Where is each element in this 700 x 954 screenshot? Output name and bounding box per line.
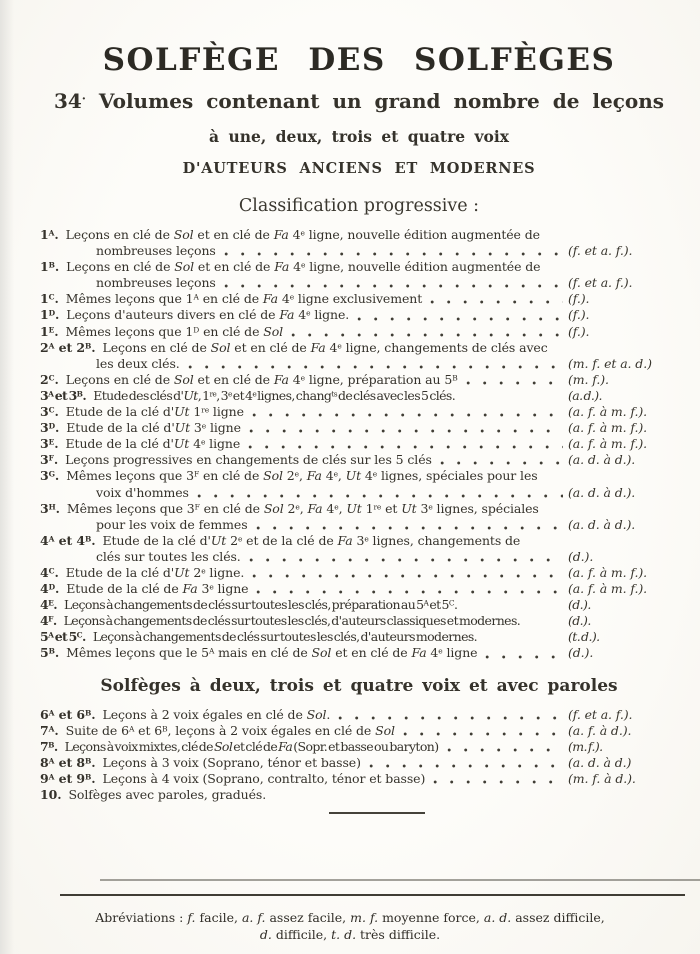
item-text: Etude de la clé de Fa 3e ligne bbox=[66, 581, 249, 597]
dot-leader bbox=[224, 245, 563, 257]
item-text: Etude de la clé d'Ut 1re ligne bbox=[65, 404, 244, 420]
item-line bbox=[40, 452, 678, 468]
list-item bbox=[40, 629, 678, 645]
dot-leader bbox=[249, 422, 563, 434]
item-line bbox=[40, 436, 678, 452]
item-line bbox=[40, 404, 678, 420]
item-text: Mêmes leçons que le $5^A$ mais en clé de Sol et en clé de Fa 4e ligne bbox=[66, 645, 478, 661]
difficulty-rating: (d.). bbox=[568, 597, 591, 613]
item-line bbox=[40, 707, 678, 723]
section2-heading: Solfèges à deux, trois et quatre voix et avec paroles bbox=[100, 675, 618, 696]
subtitle-voices: à une, deux, trois et quatre voix bbox=[209, 127, 509, 146]
item-label: $3^C$. bbox=[40, 404, 59, 420]
subtitle-volumes: 34· Volumes contenant un grand nombre de leçons bbox=[53, 89, 665, 113]
subtitle-authors: D'AUTEURS ANCIENS ET MODERNES bbox=[182, 160, 536, 177]
item-line bbox=[40, 629, 678, 645]
difficulty-rating: (a. d.). bbox=[568, 387, 602, 403]
dot-leader bbox=[440, 454, 563, 466]
difficulty-rating: (a. f. à m. f.). bbox=[568, 404, 648, 420]
item-label: $7^A$. bbox=[40, 722, 59, 738]
item-label: $5^B$. bbox=[40, 645, 60, 661]
item-text: Etude des clés d'Ut, 1re, 3e et 4e lignes, chang$^{ts}$ de clés avec les 5 clés. bbox=[93, 387, 456, 403]
list-item bbox=[40, 324, 678, 340]
item-label: $6^A$ et $6^B$. bbox=[40, 706, 96, 722]
item-line bbox=[40, 565, 678, 581]
item-label: $5^A$ et $5^C$. bbox=[40, 629, 86, 645]
item-label: $1^C$. bbox=[40, 291, 59, 307]
dot-leader bbox=[466, 374, 563, 386]
classification-list bbox=[40, 227, 678, 662]
item-line bbox=[40, 549, 678, 565]
difficulty-rating: (m. f.). bbox=[568, 371, 609, 387]
difficulty-rating: (d.). bbox=[568, 613, 591, 629]
item-line bbox=[40, 420, 678, 436]
difficulty-rating: (a. f. à d.). bbox=[568, 722, 632, 738]
difficulty-rating: (f. et a. f.). bbox=[568, 275, 633, 291]
footer-rule bbox=[60, 894, 685, 896]
item-label: $4^D$. bbox=[40, 581, 60, 597]
item-text: Leçons en clé de Sol et en clé de Fa 4e ligne, nouvelle édition augmentée de bbox=[66, 259, 541, 275]
item-line bbox=[40, 356, 678, 372]
item-line bbox=[40, 275, 678, 291]
solfeges-list bbox=[40, 707, 678, 804]
dot-leader bbox=[357, 310, 563, 322]
difficulty-rating: (a. f. à m. f.). bbox=[568, 581, 648, 597]
item-label: $1^B$. bbox=[40, 259, 60, 275]
dot-leader bbox=[188, 358, 563, 370]
item-text: Leçons d'auteurs divers en clé de Fa 4e ligne. bbox=[66, 307, 350, 323]
difficulty-rating: (m. f. et a. d.) bbox=[568, 355, 652, 371]
list-item bbox=[40, 501, 678, 533]
item-text: Suite de $6^A$ et $6^B$, leçons à 2 voix égales en clé de Sol bbox=[65, 722, 395, 738]
item-text: Leçons à 2 voix égales en clé de Sol. bbox=[102, 706, 331, 722]
list-item bbox=[40, 340, 678, 372]
item-line bbox=[40, 291, 678, 307]
item-text: Leçons progressives en changements de clés sur les 5 clés bbox=[65, 452, 432, 468]
list-item bbox=[40, 739, 678, 755]
difficulty-rating: (f. et a. f.). bbox=[568, 706, 633, 722]
item-text: Leçons à changements de clés sur toutes les clés, d'auteurs modernes. bbox=[92, 629, 478, 645]
item-label: $2^A$ et $2^B$. bbox=[40, 339, 96, 355]
difficulty-rating: (a. d. à d.) bbox=[568, 754, 632, 770]
list-item bbox=[40, 707, 678, 723]
difficulty-rating: (f. et a. f.). bbox=[568, 243, 633, 259]
item-label: $3^E$. bbox=[40, 436, 59, 452]
dot-leader bbox=[256, 583, 563, 595]
item-label: $4^A$ et $4^B$. bbox=[40, 532, 96, 548]
item-line bbox=[40, 771, 678, 787]
dot-leader bbox=[248, 438, 563, 450]
item-text: Leçons en clé de Sol et en clé de Fa 4e ligne, préparation au $5^B$ bbox=[65, 371, 458, 387]
item-text: nombreuses leçons bbox=[96, 275, 216, 291]
dot-leader bbox=[465, 599, 563, 611]
dot-leader bbox=[369, 757, 563, 769]
list-item bbox=[40, 404, 678, 420]
item-label: $3^D$. bbox=[40, 420, 60, 436]
list-item bbox=[40, 372, 678, 388]
item-line bbox=[40, 645, 678, 661]
difficulty-rating: (f.). bbox=[568, 291, 590, 307]
dot-leader bbox=[433, 773, 563, 785]
item-label: $3^G$. bbox=[40, 468, 60, 484]
difficulty-rating: (m. f.). bbox=[568, 738, 603, 754]
item-line bbox=[40, 581, 678, 597]
item-label: $7^B$. bbox=[40, 738, 58, 754]
item-label: $1^E$. bbox=[40, 323, 59, 339]
list-item bbox=[40, 581, 678, 597]
list-item bbox=[40, 755, 678, 771]
list-item bbox=[40, 307, 678, 323]
item-line bbox=[40, 787, 678, 803]
difficulty-rating: (a. d. à d.). bbox=[568, 516, 636, 532]
list-item bbox=[40, 468, 678, 500]
item-label: $8^A$ et $8^B$. bbox=[40, 754, 96, 770]
dot-leader bbox=[485, 648, 563, 660]
difficulty-rating: (a. d. à d.). bbox=[568, 452, 636, 468]
difficulty-rating: (a. d. à d.). bbox=[568, 484, 636, 500]
item-label: $3^A$ et $3^B$. bbox=[40, 387, 87, 403]
abbreviations-line2: d. difficile, t. d. très difficile. bbox=[259, 927, 441, 942]
dot-leader bbox=[485, 631, 563, 643]
dot-leader bbox=[291, 326, 563, 338]
item-label: $3^H$. bbox=[40, 500, 60, 516]
dot-leader bbox=[252, 567, 563, 579]
list-item bbox=[40, 259, 678, 291]
difficulty-rating: (m. f. à d.). bbox=[568, 770, 636, 786]
dot-leader bbox=[338, 709, 563, 721]
item-text: Mêmes leçons que $3^F$ en clé de Sol 2e, Fa 4e, Ut 4e lignes, spéciales pour les bbox=[66, 468, 538, 484]
dot-leader bbox=[447, 741, 563, 753]
item-text: Leçons à voix mixtes, clé de Sol et clé de Fa (Sopr. et basse ou baryton) bbox=[64, 738, 439, 754]
difficulty-rating: (t. d.). bbox=[568, 629, 600, 645]
list-item bbox=[40, 645, 678, 661]
item-line bbox=[40, 517, 678, 533]
dot-leader bbox=[528, 615, 563, 627]
item-text: Mêmes leçons que $3^F$ en clé de Sol 2e, Fa 4e, Ut 1re et Ut 3e lignes, spéciales bbox=[66, 500, 539, 516]
item-label: $4^C$. bbox=[40, 564, 59, 580]
item-text: clés sur toutes les clés. bbox=[96, 548, 241, 564]
item-line bbox=[40, 340, 678, 356]
item-line bbox=[40, 597, 678, 613]
item-line bbox=[40, 501, 678, 517]
list-item bbox=[40, 723, 678, 739]
item-label: $4^F$. bbox=[40, 613, 57, 629]
list-item bbox=[40, 452, 678, 468]
dot-leader bbox=[403, 725, 563, 737]
item-line bbox=[40, 755, 678, 771]
item-line bbox=[40, 243, 678, 259]
difficulty-rating: (f.). bbox=[568, 307, 590, 323]
list-item bbox=[40, 771, 678, 787]
item-text: Etude de la clé d'Ut 2e et de la clé de Fa 3e lignes, changements de bbox=[102, 532, 521, 548]
page-footer bbox=[0, 878, 700, 943]
item-text: voix d'hommes bbox=[96, 484, 189, 500]
dot-leader bbox=[252, 406, 563, 418]
item-line bbox=[40, 723, 678, 739]
list-item bbox=[40, 420, 678, 436]
item-line bbox=[40, 227, 678, 243]
list-item bbox=[40, 227, 678, 259]
item-line bbox=[40, 324, 678, 340]
item-text: Mêmes leçons que $1^D$ en clé de Sol bbox=[65, 323, 284, 339]
dot-leader bbox=[463, 390, 563, 402]
item-label: $2^C$. bbox=[40, 371, 59, 387]
item-text: Etude de la clé d'Ut 3e ligne bbox=[66, 420, 241, 436]
dot-leader bbox=[197, 487, 563, 499]
list-item bbox=[40, 436, 678, 452]
difficulty-rating: (d.). bbox=[568, 548, 594, 564]
item-line bbox=[40, 307, 678, 323]
item-text: Solfèges avec paroles, gradués. bbox=[68, 787, 267, 802]
page-title: SOLFÈGE DES SOLFÈGES bbox=[102, 42, 616, 78]
separator-rule bbox=[329, 812, 425, 814]
item-text: Leçons à changements de clés sur toutes les clés, préparation au $5^A$ et $5^C$. bbox=[64, 597, 458, 613]
item-label: $4^E$. bbox=[40, 597, 57, 613]
list-item bbox=[40, 533, 678, 565]
item-line bbox=[40, 388, 678, 404]
item-label: 10. bbox=[40, 787, 62, 802]
difficulty-rating: (f.). bbox=[568, 323, 590, 339]
item-text: Etude de la clé d'Ut 2e ligne. bbox=[65, 564, 245, 580]
item-text: Leçons à 4 voix (Soprano, contralto, ténor et basse) bbox=[102, 770, 426, 786]
list-item bbox=[40, 291, 678, 307]
difficulty-rating: (a. f. à m. f.). bbox=[568, 436, 648, 452]
list-item bbox=[40, 565, 678, 581]
item-text: Etude de la clé d'Ut 4e ligne bbox=[65, 436, 241, 452]
item-label: $1^D$. bbox=[40, 307, 60, 323]
item-label: $3^F$. bbox=[40, 452, 59, 468]
item-text: Leçons à changements de clés sur toutes les clés, d'auteurs classiques et modernes. bbox=[63, 613, 521, 629]
item-line bbox=[40, 739, 678, 755]
item-line bbox=[40, 533, 678, 549]
item-text: nombreuses leçons bbox=[96, 243, 216, 259]
item-text: Leçons en clé de Sol et en clé de Fa 4e ligne, nouvelle édition augmentée de bbox=[65, 227, 540, 242]
dot-leader bbox=[224, 277, 563, 289]
difficulty-rating: (d.). bbox=[568, 645, 594, 661]
list-item bbox=[40, 388, 678, 404]
abbreviations-line1: Abréviations : f. facile, a. f. assez facile, m. f. moyenne force, a. d. assez difficile, bbox=[95, 910, 605, 925]
difficulty-rating: (a. f. à m. f.). bbox=[568, 420, 648, 436]
item-text: Mêmes leçons que $1^A$ en clé de Fa 4e ligne exclusivement bbox=[65, 291, 423, 307]
dot-leader bbox=[256, 519, 563, 531]
item-line bbox=[40, 613, 678, 629]
section1-heading: Classification progressive : bbox=[238, 196, 480, 216]
item-text: Leçons à 3 voix (Soprano, ténor et basse) bbox=[102, 754, 361, 770]
item-line bbox=[40, 485, 678, 501]
item-label: $9^A$ et $9^B$. bbox=[40, 770, 96, 786]
item-line bbox=[40, 468, 678, 484]
item-line bbox=[40, 372, 678, 388]
dot-leader bbox=[249, 551, 563, 563]
list-item bbox=[40, 787, 678, 803]
scan-artifact-line bbox=[100, 879, 700, 881]
difficulty-rating: (a. f. à m. f.). bbox=[568, 564, 648, 580]
item-line bbox=[40, 259, 678, 275]
item-text: Leçons en clé de Sol et en clé de Fa 4e ligne, changements de clés avec bbox=[102, 339, 548, 355]
item-text: les deux clés. bbox=[96, 355, 180, 371]
dot-leader bbox=[430, 293, 563, 305]
list-item bbox=[40, 597, 678, 613]
item-label: $1^A$. bbox=[40, 227, 59, 242]
list-item bbox=[40, 613, 678, 629]
item-text: pour les voix de femmes bbox=[96, 516, 248, 532]
